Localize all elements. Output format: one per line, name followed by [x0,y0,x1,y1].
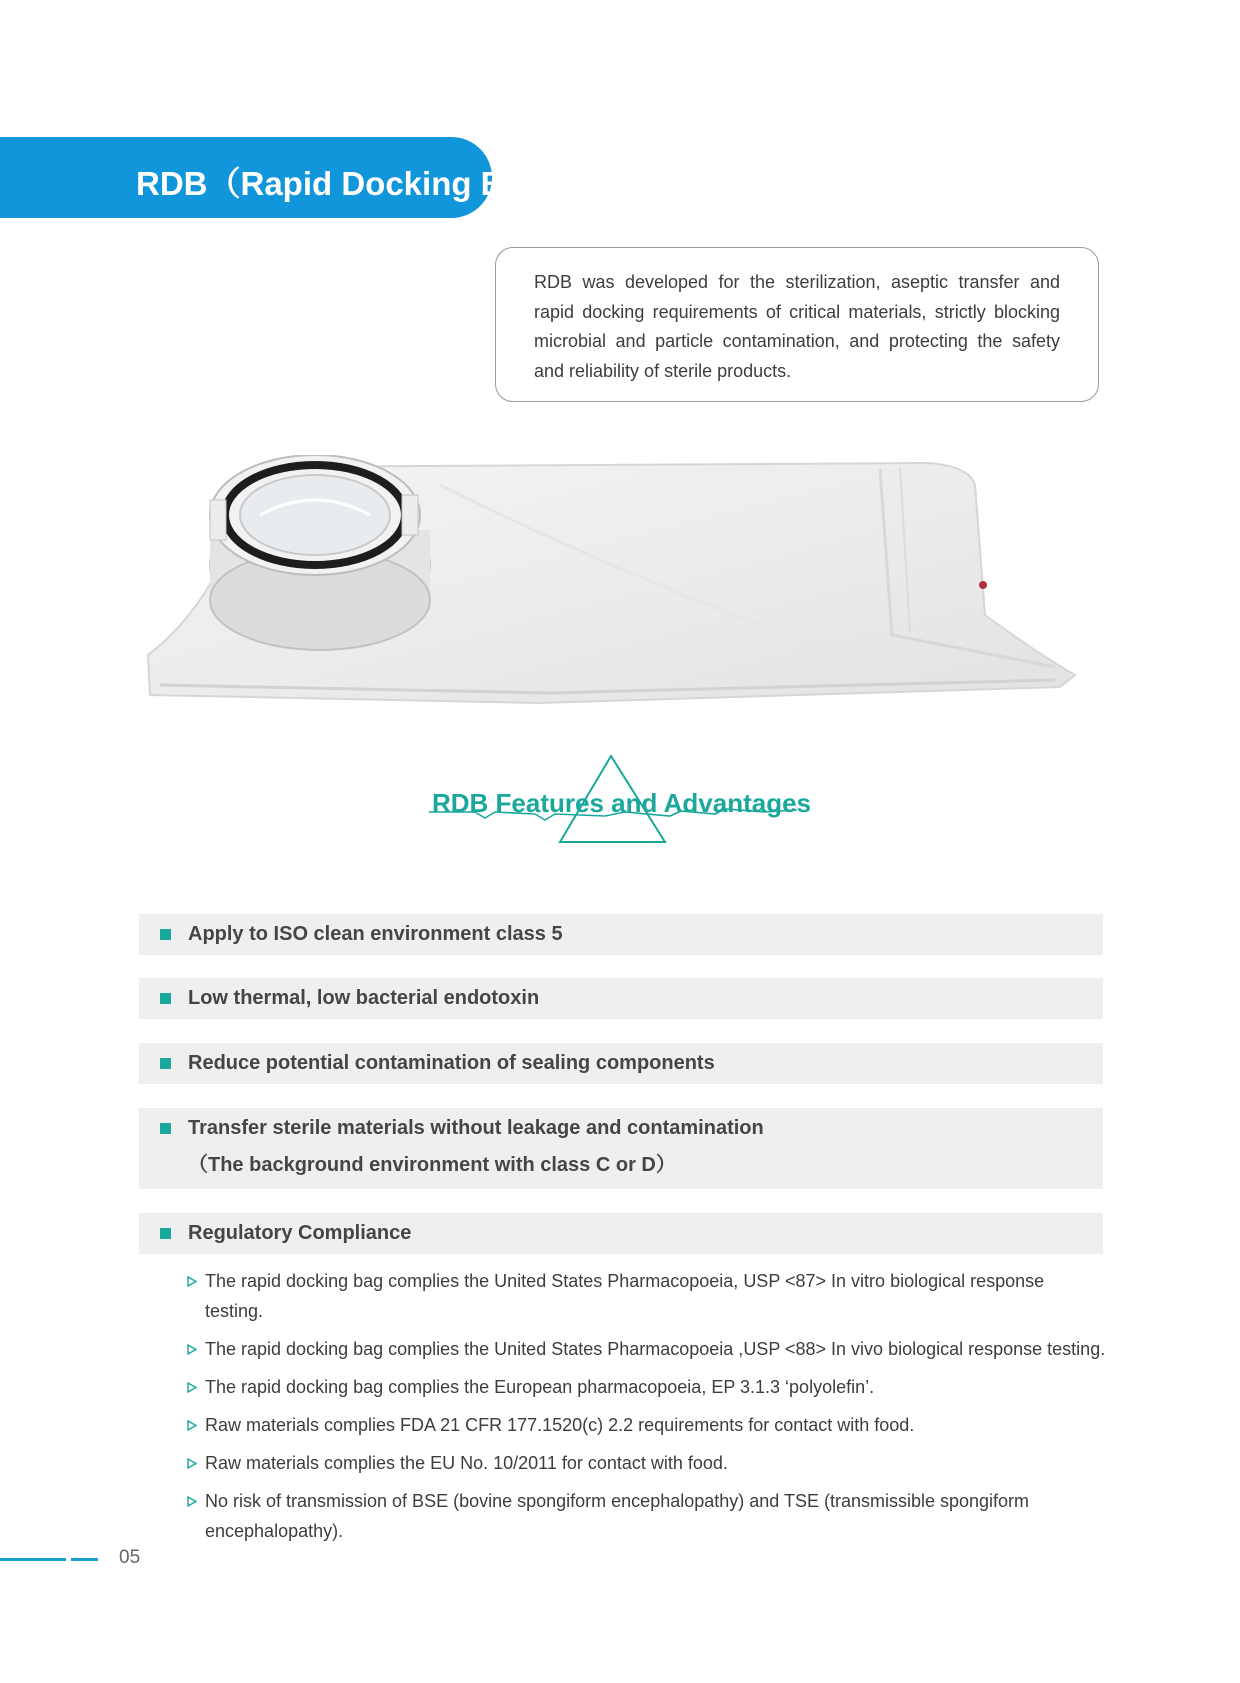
list-item [187,1410,1107,1440]
feature-item-endotoxin [139,978,1103,1019]
product-photo [140,455,1080,710]
feature-item-transfer [139,1108,1103,1189]
square-bullet-icon [160,1058,171,1069]
triangle-bullet-icon [187,1276,197,1287]
feature-item-regulatory [139,1213,1103,1254]
triangle-bullet-icon [187,1382,197,1393]
triangle-bullet-icon [187,1496,197,1507]
feature-text: Transfer sterile materials without leakage and contamination [188,1117,764,1139]
feature-item-sealing [139,1043,1103,1084]
feature-text: Reduce potential contamination of sealing components [188,1052,715,1074]
feature-subtext: （The background environment with class C or D） [188,1154,676,1176]
feature-text: Regulatory Compliance [188,1222,412,1244]
list-item [187,1334,1107,1364]
intro-text: RDB was developed for the sterilization, aseptic transfer and rapid docking requirements of critical materials, strictly blocking microbial and particle contamination, and protecting the safety and reliability of sterile products. [534,272,1060,381]
list-item [187,1266,1107,1326]
footer-rule-short [71,1558,98,1561]
page-number: 05 [119,1547,141,1568]
footer-rule [0,1558,66,1561]
page-title: RDB（Rapid Docking Bag） [136,165,577,202]
list-item-text: The rapid docking bag complies the European pharmacopoeia, EP 3.1.3 ‘polyolefin’. [205,1377,875,1397]
square-bullet-icon [160,993,171,1004]
list-item-text: No risk of transmission of BSE (bovine spongiform encephalopathy) and TSE (transmissible spongiform encephalopathy). [205,1491,1030,1541]
triangle-bullet-icon [187,1344,197,1355]
list-item-text: Raw materials complies the EU No. 10/2011 for contact with food. [205,1453,728,1473]
intro-box [495,247,1099,402]
list-item-text: The rapid docking bag complies the United States Pharmacopoeia, USP <87> In vitro biological response testing. [205,1271,1045,1321]
triangle-bullet-icon [187,1420,197,1431]
list-item [187,1372,1107,1402]
compliance-list [187,1266,1107,1546]
square-bullet-icon [160,1123,171,1134]
triangle-bullet-icon [187,1458,197,1469]
square-bullet-icon [160,929,171,940]
list-item-text: The rapid docking bag complies the United States Pharmacopoeia ,USP <88> In vivo biological response testing. [205,1339,1106,1359]
section-heading: RDB Features and Advantages [432,788,812,818]
square-bullet-icon [160,1228,171,1239]
feature-text: Low thermal, low bacterial endotoxin [188,987,540,1009]
feature-item-iso [139,914,1103,955]
list-item [187,1448,1107,1478]
feature-text: Apply to ISO clean environment class 5 [188,923,563,945]
list-item-text: Raw materials complies FDA 21 CFR 177.1520(c) 2.2 requirements for contact with food. [205,1415,915,1435]
list-item [187,1486,1107,1546]
